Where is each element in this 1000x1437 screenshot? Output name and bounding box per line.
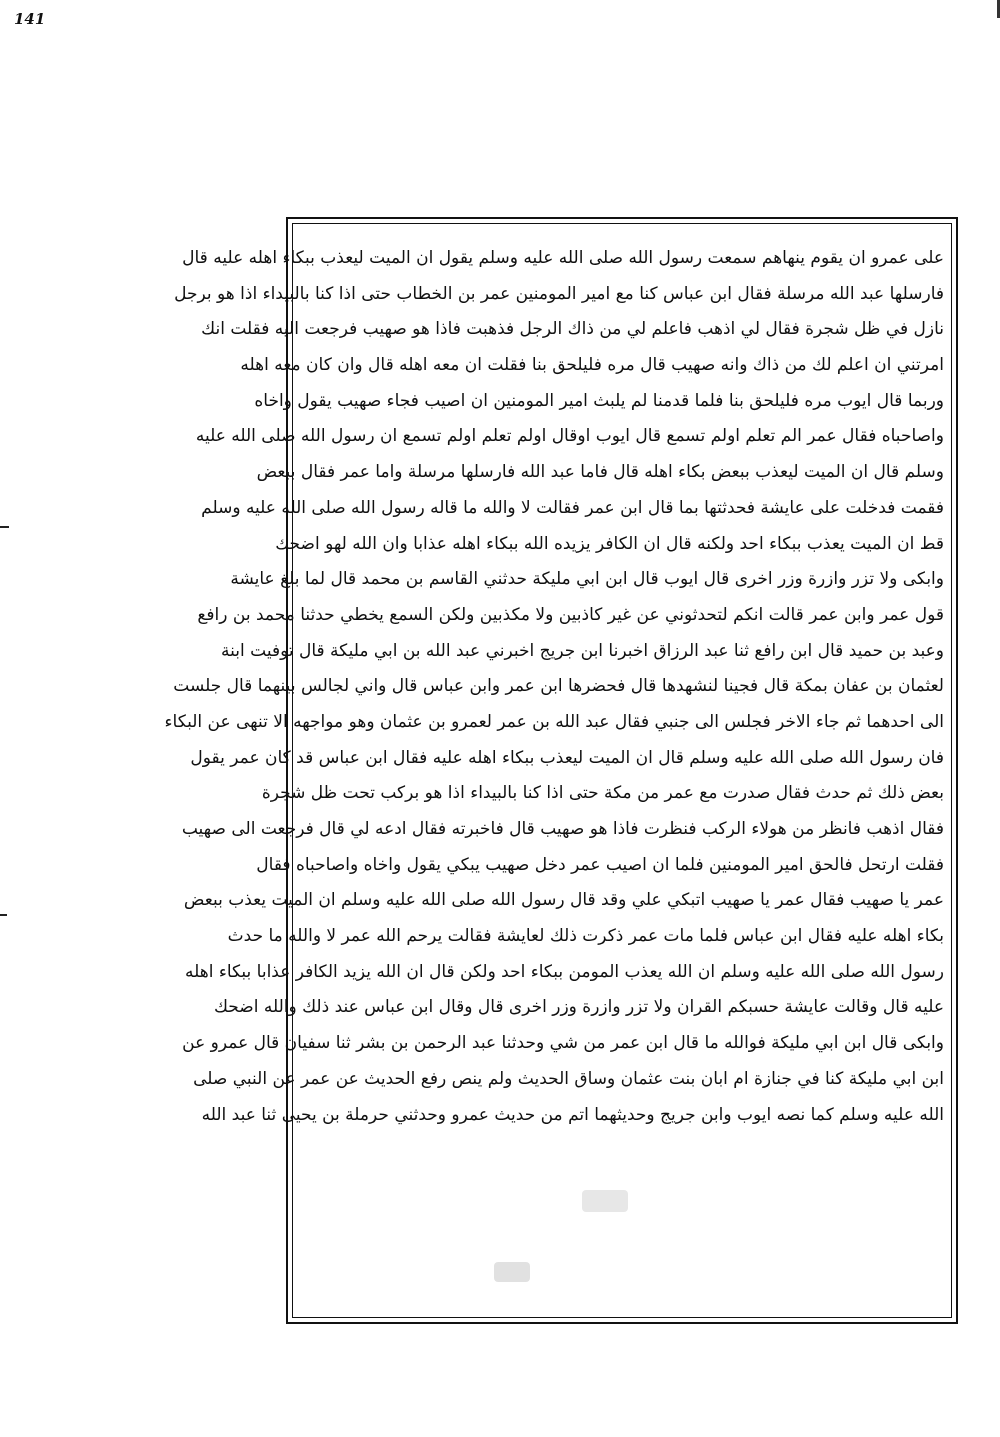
text-line: عمر يا صهيب فقال عمر يا صهيب اتبكي علي وقد قال رسول الله صلى الله عليه وسلم ان الميت يعذب ببعض: [183, 890, 944, 911]
text-line: فان رسول الله صلى الله عليه وسلم قال ان الميت ليعذب ببكاء اهله عليه فقال ابن عباس قد كان عمر يقول: [190, 747, 944, 768]
text-line: بكاء اهله عليه فقال ابن عباس فلما مات عمر ذكرت ذلك لعايشة فقالت يرحم الله عمر لا والله ما حدث: [227, 926, 944, 947]
text-line: وربما قال ايوب مره فليلحق بنا فلما قدمنا لم يلبث امير المومنين ان اصيب فجاء صهيب يقول واخاه: [254, 390, 944, 411]
text-line: فقلت ارتحل فالحق امير المومنين فلما ان اصيب عمر دخل صهيب يبكي يقول واخاه واصاحباه فقال: [256, 854, 944, 875]
text-line: على عمرو ان يقوم ينهاهم سمعت رسول الله صلى الله عليه وسلم يقول ان الميت ليعذب ببكاء اهله عليه قال: [182, 248, 944, 268]
text-line: قط ان الميت يعذب ببكاء احد ولكنه قال ان الكافر يزيده الله ببكاء اهله عذابا وان الله لهو اضحك: [275, 533, 944, 554]
edge-mark: [0, 526, 9, 528]
text-line: واصاحباه فقال عمر الم تعلم اولم تسمع قال ايوب اوقال اولم تعلم اولم تسمع ان رسول الله صلى الله عليه: [195, 426, 944, 447]
text-line: قول عمر وابن عمر قالت انكم لتحدثوني عن غير كاذبين ولا مكذبين ولكن السمع يخطي حدثنا محمد بن رافع: [197, 604, 944, 625]
text-line: وابكى ولا تزر وازرة وزر اخرى قال ايوب قال ابن ابي مليكة حدثني القاسم بن محمد قال لما بلغ عايشة: [230, 569, 944, 590]
text-line: الى احدهما ثم جاء الاخر فجلس الى جنبي فقال عبد الله بن عمر لعمرو بن عثمان وهو مواجهه الا تنهى عن البكاء: [164, 711, 944, 732]
text-line: فارسلها عبد الله مرسلة فقال ابن عباس كنا مع امير المومنين عمر بن الخطاب حتى اذا كنا بالبيداء اذا هو برجل: [174, 283, 944, 304]
text-line: وسلم قال ان الميت ليعذب ببعض بكاء اهله قال فاما عبد الله فارسلها مرسلة واما عمر فقال ببعض: [256, 462, 944, 483]
text-line: رسول الله صلى الله عليه وسلم ان الله يعذب المومن ببكاء احد ولكن قال ان الله يزيد الكافر عذابا ببكاء اهله: [185, 961, 944, 982]
text-line: بعض ذلك ثم حدث فقال صدرت مع عمر من مكة حتى اذا كنا بالبيداء اذا هو بركب تحت ظل شجرة: [261, 783, 944, 804]
text-line: فقال اذهب فانظر من هولاء الركب فنظرت فاذا هو صهيب قال فاخبرته فقال ادعه لي قال فرجعت الى صهيب: [181, 819, 944, 839]
text-line: امرتني ان اعلم لك من ذاك وانه صهيب قال مره فليلحق بنا فقلت ان معه اهله قال وان كان معه اهله: [240, 355, 944, 376]
text-line: وابكى قال ابن ابي مليكة فوالله ما قال ابن عمر من شي وحدثنا عبد الرحمن بن بشر ثنا سفيان قال عمرو عن: [182, 1033, 944, 1054]
text-line: فقمت فدخلت على عايشة فحدثتها بما قال ابن عمر فقالت لا والله ما قاله رسول الله صلى الله عليه وسلم: [201, 497, 944, 518]
text-line: الله عليه وسلم كما نصه ايوب وابن جريج وحديثهما اتم من حديث عمرو وحدثني حرملة بن يحيى ثنا عبد الله: [201, 1104, 944, 1125]
text-line: لعثمان بن عفان بمكة قال فجينا لنشهدها قال فحضرها ابن عمر وابن عباس قال واني لجالس بينهما قال جلست: [173, 676, 944, 697]
text-line: ابن ابي مليكة كنا في جنازة ام ابان بنت عثمان وساق الحديث ولم ينص رفع الحديث عن عمر عن النبي صلى: [193, 1068, 944, 1089]
text-line: عليه قال وقالت عايشة حسبكم القران ولا تزر وازرة وزر اخرى قال وقال ابن عباس عند ذلك والله اضحك: [213, 997, 944, 1018]
text-line: نازل في ظل شجرة فقال لي اذهب فاعلم لي من ذاك الرجل فذهبت فاذا هو صهيب فرجعت اليه فقلت انك: [201, 319, 944, 340]
text-line: وعبد بن حميد قال ابن رافع ثنا عبد الرزاق اخبرنا ابن جريج اخبرني عبد الله بن ابي مليكة قال توفيت ابنة: [221, 640, 944, 661]
page-number: 141: [14, 10, 46, 28]
manuscript-text-block: [164, 241, 944, 1313]
edge-mark: [0, 914, 7, 916]
